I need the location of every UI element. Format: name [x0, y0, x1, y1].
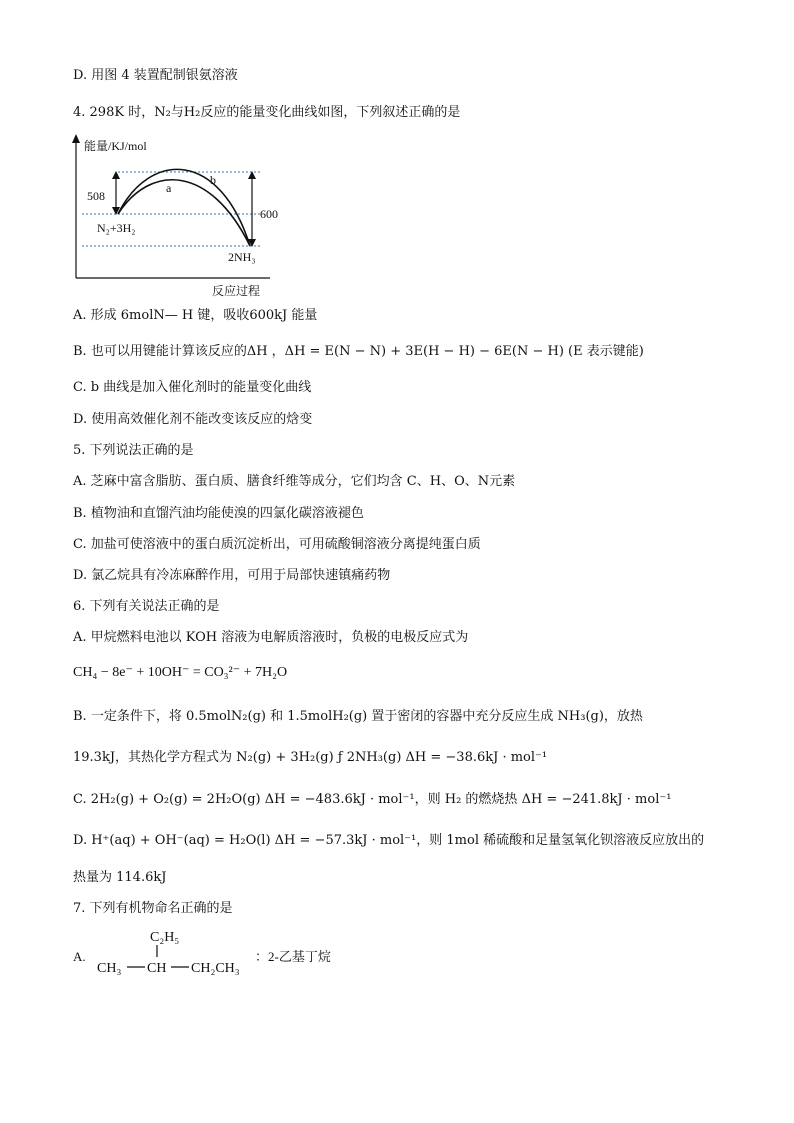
curve-a — [118, 180, 250, 246]
x-axis-label: 反应过程 — [212, 284, 261, 298]
q4-option-a: A. 形成 6molN— H 键，吸收600kJ 能量 — [73, 308, 318, 323]
q4-option-d: D. 使用高效催化剂不能改变该反应的焓变 — [73, 412, 313, 427]
q5-option-d: D. 氯乙烷具有冷冻麻醉作用，可用于局部快速镇痛药物 — [73, 568, 391, 583]
group-ch2ch3: CH₂CH₃ — [191, 961, 240, 976]
q6-option-c: C. 2H₂(g) + O₂(g) = 2H₂O(g) ΔH = −483.6kJ · mol⁻¹，则 H₂ 的燃烧热 ΔH = −241.8kJ · mol⁻¹ — [73, 792, 672, 807]
curve-b-label: b — [210, 173, 216, 187]
q6-option-d-line2: 热量为 114.6kJ — [73, 870, 167, 885]
substituent-ethyl: C₂H₅ — [150, 930, 180, 945]
curve-a-label: a — [166, 181, 172, 195]
q6-option-b-line1: B. 一定条件下，将 0.5molN₂(g) 和 1.5molH₂(g) 置于密闭的容器中充分反应生成 NH₃(g)，放热 — [73, 709, 643, 724]
q6-option-b-line2: 19.3kJ，其热化学方程式为 N₂(g) + 3H₂(g) ƒ 2NH₃(g) ΔH = −38.6kJ · mol⁻¹ — [73, 750, 548, 765]
q5-option-c: C. 加盐可使溶液中的蛋白质沉淀析出，可用硫酸铜溶液分离提纯蛋白质 — [73, 537, 481, 552]
products-label: 2NH₃ — [228, 250, 256, 264]
y-axis-label: 能量/KJ/mol — [84, 139, 147, 153]
q7-option-a-structure — [73, 925, 373, 981]
q7-stem: 7. 下列有机物命名正确的是 — [73, 901, 233, 916]
reactants-label: N₂+3H₂ — [97, 221, 136, 235]
q6-stem: 6. 下列有关说法正确的是 — [73, 599, 220, 614]
q4-stem: 4. 298K 时，N₂与H₂反应的能量变化曲线如图，下列叙述正确的是 — [73, 105, 461, 120]
label-508: 508 — [87, 189, 105, 203]
q4-option-b: B. 也可以用键能计算该反应的ΔH ，ΔH = E(N − N) + 3E(H − H) − 6E(N − H) (E 表示键能) — [73, 344, 644, 359]
q3-option-d: D. 用图 4 装置配制银氨溶液 — [73, 68, 238, 83]
group-ch3: CH₃ — [97, 961, 122, 976]
option-a-label: A. — [73, 949, 86, 964]
group-ch: CH — [147, 961, 167, 976]
q6-option-a: A. 甲烷燃料电池以 KOH 溶液为电解质溶液时，负极的电极反应式为 — [73, 630, 469, 645]
q6-option-d-line1: D. H⁺(aq) + OH⁻(aq) = H₂O(l) ΔH = −57.3kJ · mol⁻¹，则 1mol 稀硫酸和足量氢氧化钡溶液反应放出的 — [73, 833, 705, 848]
y-axis-arrow — [72, 134, 80, 143]
q5-option-b: B. 植物油和直馏汽油均能使溴的四氯化碳溶液褪色 — [73, 506, 364, 521]
option-a-name: ：2-乙基丁烷 — [255, 949, 331, 964]
q6-option-a-equation: CH₄ − 8e⁻ + 10OH⁻ = CO₃²⁻ + 7H₂O — [73, 665, 288, 680]
q4-option-c: C. b 曲线是加入催化剂时的能量变化曲线 — [73, 380, 312, 395]
q5-stem: 5. 下列说法正确的是 — [73, 443, 194, 458]
q5-option-a: A. 芝麻中富含脂肪、蛋白质、膳食纤维等成分，它们均含 C、H、O、N元素 — [73, 474, 516, 489]
label-600: 600 — [260, 207, 278, 221]
energy-diagram — [60, 130, 320, 300]
